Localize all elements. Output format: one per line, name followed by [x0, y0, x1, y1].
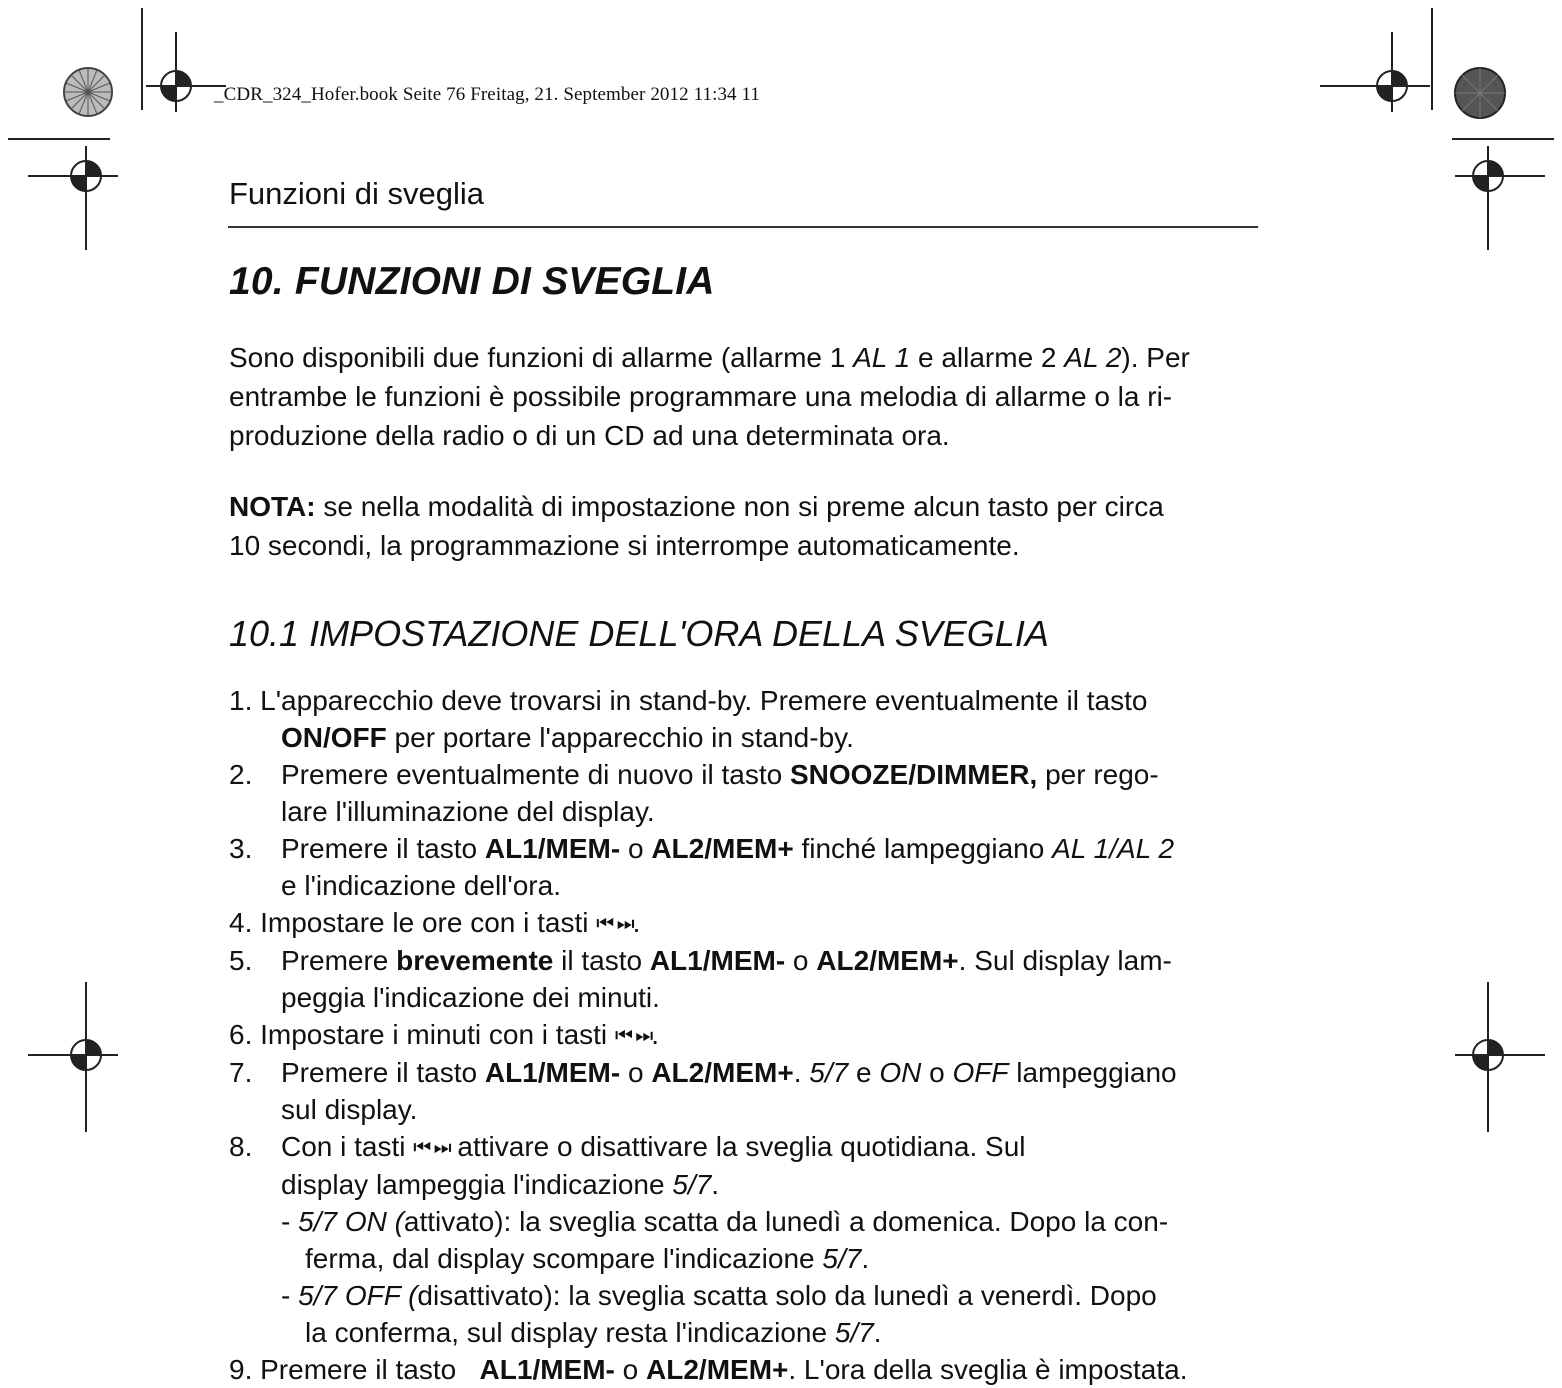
text-span: -	[281, 1206, 299, 1237]
text-span: .	[711, 1169, 720, 1200]
text-span: per portare l'apparecchio in stand-by.	[386, 722, 854, 753]
text-span: o	[921, 1057, 953, 1088]
text-span: . Sul display lam-	[958, 945, 1172, 976]
text-span: OFF	[952, 1057, 1009, 1088]
intro-line	[229, 338, 1190, 377]
text-span: AL1/MEM-	[649, 945, 786, 976]
list-item-continuation	[229, 719, 1188, 756]
registration-mark-icon	[28, 982, 118, 1132]
text-span: ferma, dal display scompare l'indicazione	[305, 1243, 823, 1274]
running-head: Funzioni di sveglia	[229, 176, 485, 211]
prev-next-icon: ⏮ ⏭	[413, 1135, 450, 1159]
text-span: sul display.	[281, 1094, 418, 1125]
text-span: ON	[879, 1057, 922, 1088]
text-span: 8.	[229, 1131, 253, 1162]
list-item	[229, 1351, 1188, 1388]
text-span: brevemente	[396, 945, 554, 976]
prev-next-icon: ⏮ ⏭	[596, 911, 633, 935]
text-span: 3.	[229, 833, 253, 864]
text-span: display lampeggia l'indicazione	[281, 1169, 673, 1200]
text-span: -	[281, 1280, 299, 1311]
text-span: peggia l'indicazione dei minuti.	[281, 982, 660, 1013]
registration-mark-icon	[1455, 146, 1545, 250]
text-span: 9. Premere il tasto	[229, 1354, 480, 1385]
list-item	[229, 942, 1188, 979]
registration-mark-icon	[1320, 32, 1430, 142]
text-span: o	[785, 945, 817, 976]
text-span: 6. Impostare i minuti con i tasti	[229, 1019, 615, 1050]
sub-list-item	[229, 1277, 1188, 1314]
text-span: e l'indicazione dell'ora.	[281, 870, 561, 901]
text-span: e allarme 2	[910, 342, 1065, 373]
text-span: Con i tasti	[281, 1131, 414, 1162]
text-span: Premere il tasto	[281, 833, 485, 864]
registration-mark-icon	[28, 146, 118, 250]
list-item: 4. Impostare le ore con i tasti ⏮ ⏭.	[229, 907, 641, 938]
text-span: lampeggiano	[1008, 1057, 1177, 1088]
text-span: o	[620, 1057, 652, 1088]
registration-mark-icon	[1455, 982, 1545, 1132]
text-span: per rego-	[1037, 759, 1159, 790]
intro-line: entrambe le funzioni è possibile programmare una melodia di allarme o la ri-	[229, 381, 1173, 412]
text-span: .	[861, 1243, 870, 1274]
print-slug: _CDR_324_Hofer.book Seite 76 Freitag, 21. September 2012 11:34 11	[214, 84, 761, 105]
note-label: NOTA:	[229, 491, 316, 522]
text-span: 5/7	[834, 1317, 874, 1348]
section-subtitle: 10.1 IMPOSTAZIONE DELL'ORA DELLA SVEGLIA	[229, 613, 1049, 654]
text-span: 10 secondi, la programmazione si interrompe automaticamente.	[229, 530, 1020, 561]
text-span: se nella modalità di impostazione non si preme alcun tasto per circa	[315, 491, 1164, 522]
text-span: .	[793, 1057, 810, 1088]
note-paragraph	[229, 487, 1164, 565]
text-span: Sono disponibili due funzioni di allarme (allarme 1	[229, 342, 854, 373]
text-span: Premere eventualmente di nuovo il tasto	[281, 759, 790, 790]
color-target-icon	[62, 66, 114, 118]
text-span: 5.	[229, 945, 253, 976]
text-span: AL1/MEM-	[479, 1354, 615, 1385]
list-item: 6. Impostare i minuti con i tasti ⏮ ⏭.	[229, 1019, 660, 1050]
intro-paragraph	[229, 338, 1190, 455]
text-span: o	[614, 1354, 647, 1385]
page-title: 10. FUNZIONI DI SVEGLIA	[229, 260, 715, 303]
text-span: attivare o disattivare la sveglia quotidiana. Sul	[449, 1131, 1026, 1162]
prev-next-icon: ⏮ ⏭	[614, 1023, 652, 1047]
text-span: SNOOZE/DIMMER,	[789, 759, 1038, 790]
text-span: AL1/MEM-	[484, 1057, 621, 1088]
text-span: o	[620, 833, 652, 864]
text-span: AL2/MEM+	[816, 945, 959, 976]
text-span: attivato): la sveglia scatta da lunedì a domenica. Dopo la con-	[403, 1206, 1169, 1237]
text-span: 5/7 ON (	[298, 1206, 404, 1237]
list-item	[229, 1054, 1188, 1091]
list-item	[229, 1128, 1188, 1166]
text-span: AL2/MEM+	[651, 1057, 794, 1088]
text-span: 4. Impostare le ore con i tasti	[229, 907, 597, 938]
text-span: ON/OFF	[281, 722, 387, 753]
text-span: 7.	[229, 1057, 253, 1088]
text-span: 5/7	[809, 1057, 849, 1088]
text-span: 2.	[229, 759, 253, 790]
text-span: AL 1/AL 2	[1052, 833, 1175, 864]
text-span: . L'ora della sveglia è impostata.	[788, 1354, 1188, 1385]
text-span: AL1/MEM-	[484, 833, 621, 864]
color-target-icon	[1453, 66, 1507, 120]
text-span: .	[873, 1317, 882, 1348]
text-span: AL2/MEM+	[651, 833, 794, 864]
text-span: AL2/MEM+	[646, 1354, 789, 1385]
sub-list-item	[229, 1203, 1188, 1240]
text-span: il tasto	[553, 945, 650, 976]
text-span: 5/7	[672, 1169, 712, 1200]
list-item: 1. L'apparecchio deve trovarsi in stand-by. Premere eventualmente il tasto	[229, 685, 1148, 716]
text-span: e	[848, 1057, 880, 1088]
intro-line: produzione della radio o di un CD ad una determinata ora.	[229, 420, 950, 451]
steps-list	[229, 682, 1188, 1388]
header-rule	[228, 226, 1258, 228]
text-span: Premere il tasto	[281, 1057, 485, 1088]
text-span: 5/7	[822, 1243, 862, 1274]
text-span: la conferma, sul display resta l'indicazione	[305, 1317, 835, 1348]
text-span: lare l'illuminazione del display.	[281, 796, 655, 827]
text-span: AL 1	[853, 342, 911, 373]
text-span: 5/7 OFF (	[298, 1280, 418, 1311]
list-item	[229, 830, 1188, 867]
text-span: finché lampeggiano	[793, 833, 1053, 864]
text-span: AL 2	[1064, 342, 1122, 373]
text-span: ). Per	[1121, 342, 1190, 373]
text-span: disattivato): la sveglia scatta solo da lunedì a venerdì. Dopo	[417, 1280, 1157, 1311]
list-item	[229, 756, 1188, 793]
text-span: Premere	[281, 945, 397, 976]
